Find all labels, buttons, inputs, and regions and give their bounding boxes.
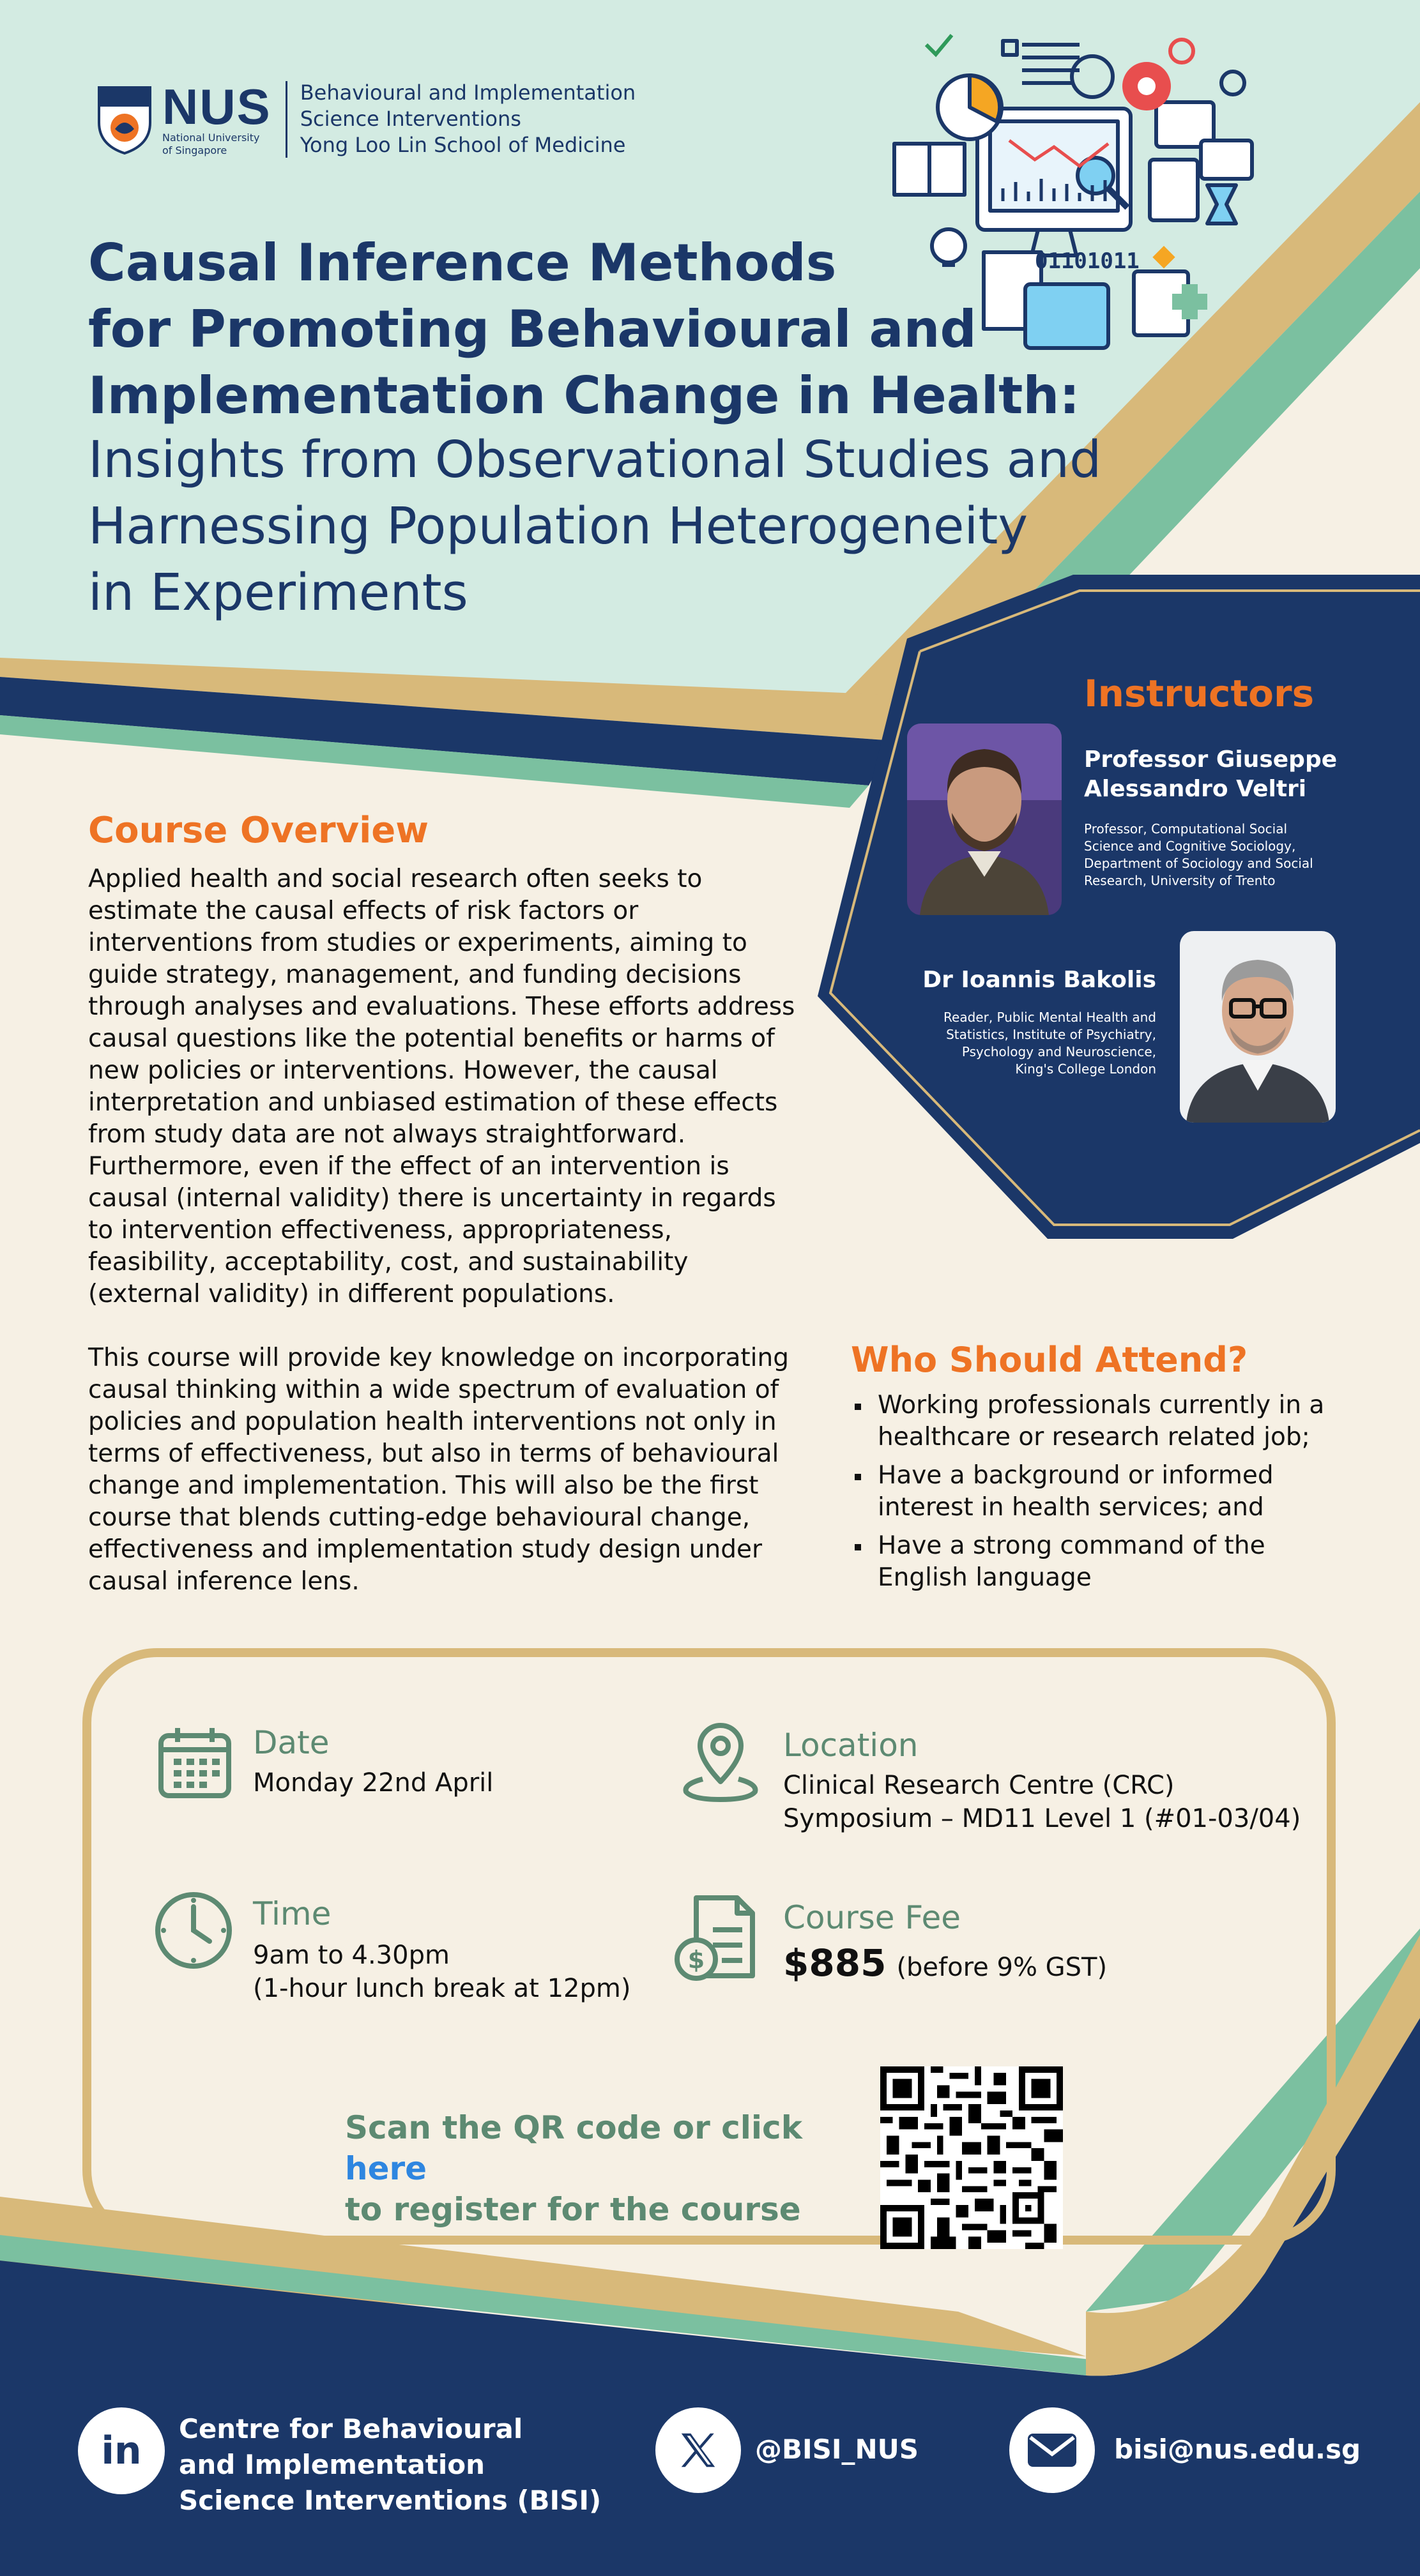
nus-subtext-1: National University [162,131,260,144]
calendar-icon [156,1723,234,1801]
invoice-fee-icon [671,1891,764,1985]
instructor-1-role-line-4: Research, University of Trento [1084,873,1276,888]
instructor-2-role-line-4: King's College London [1015,1061,1156,1077]
nus-crest-icon [96,84,153,155]
email-icon[interactable] [1009,2407,1095,2493]
time-value [253,1939,630,2005]
instructor-photo-veltri [907,724,1062,915]
subtitle-line-2: Harnessing Population Heterogeneity [88,497,1028,556]
nus-logo [96,80,636,158]
course-title [88,230,1174,429]
cta-text-2: to register for the course [345,2191,801,2228]
subtitle-line-3: in Experiments [88,563,468,622]
x-handle[interactable]: @BISI_NUS [755,2434,919,2465]
instructor-2-role-line-1: Reader, Public Mental Health and [943,1010,1156,1025]
instructors-heading: Instructors [1084,672,1315,715]
unit-line-2: Science Interventions [300,107,521,131]
envelope-icon [1025,2431,1079,2469]
attend-list [851,1390,1336,1600]
attend-heading: Who Should Attend? [851,1340,1248,1380]
instructor-role-bakolis [869,1009,1156,1078]
binary-text: 01101011 [1035,248,1140,274]
instructor-1-role-line-1: Professor, Computational Social [1084,821,1288,837]
cta-text-1: Scan the QR code or click [345,2109,802,2146]
instructor-1-name-line-2: Alessandro Veltri [1084,776,1307,802]
linkedin-line-2: and Implementation [179,2449,485,2480]
unit-line-1: Behavioural and Implementation [300,80,636,105]
title-line-2: for Promoting Behavioural and [88,299,977,359]
nus-wordmark: NUS [162,78,271,135]
linkedin-line-1: Centre for Behavioural [179,2413,523,2444]
instructor-2-role-line-3: Psychology and Neuroscience, [961,1044,1156,1059]
subtitle-line-1: Insights from Observational Studies and [88,430,1102,489]
course-subtitle [88,427,1174,626]
register-cta [345,2107,869,2230]
instructor-name-bakolis: Dr Ioannis Bakolis [922,967,1156,993]
title-line-1: Causal Inference Methods [88,233,837,292]
nus-subtext-2: of Singapore [162,144,227,156]
x-logo-icon [676,2428,721,2473]
instructor-1-role-line-2: Science and Cognitive Sociology, [1084,838,1296,854]
location-line-1: Clinical Research Centre (CRC) [783,1771,1175,1800]
instructor-1-role-line-3: Department of Sociology and Social [1084,856,1313,871]
title-line-3: Implementation Change in Health: [88,366,1080,425]
location-label: Location [783,1727,919,1764]
fee-note: (before 9% GST) [896,1953,1108,1982]
instructor-1-name-line-1: Professor Giuseppe [1084,746,1338,773]
fee-amount: $885 [783,1941,887,1985]
attend-item: Working professionals currently in a healthcare or research related job; [851,1390,1336,1453]
attend-item: Have a strong command of the English language [851,1530,1336,1594]
overview-body [88,863,804,1630]
overview-paragraph-1: Applied health and social research often seeks to estimate the causal effects of risk factors or interventions from studies or experiments, aiming to guide strategy, management, and funding decisions through analyses and evaluations. These efforts address causal questions like the potential benefits or harms of new policies or interventions. However, the causal interpretation and unbiased estimation of these effects from study data are not always straightforward. Furthermore, even if the effect of an intervention is causal (internal validity) there is uncertainty in regards to intervention effectiveness, appropriateness, feasibility, acceptability, cost, and sustainability (external validity) in different populations. [88,865,795,1308]
time-label: Time [253,1895,332,1932]
location-pin-icon [677,1718,764,1805]
location-value [783,1769,1301,1835]
unit-line-3: Yong Loo Lin School of Medicine [300,133,626,157]
attend-item: Have a background or informed interest in health services; and [851,1460,1336,1524]
unit-name [300,80,636,158]
instructor-role-veltri [1084,821,1352,890]
svg-text:$: $ [687,1946,705,1974]
linkedin-glyph: in [101,2428,142,2473]
linkedin-icon[interactable] [78,2407,165,2494]
date-label: Date [253,1724,330,1761]
overview-heading: Course Overview [88,810,429,851]
overview-paragraph-2: This course will provide key knowledge on incorporating causal thinking within a wide spectrum of evaluation of policies and population health interventions not only in terms of effectiveness, but also in terms of behavioural change and implementation. This will also be the first course that blends cutting-edge behavioural change, effectiveness and implementation study design under causal inference lens. [88,1344,789,1596]
instructor-name-veltri [1084,745,1391,804]
time-line-2: (1-hour lunch break at 12pm) [253,1974,631,2003]
register-link[interactable]: here [345,2150,427,2187]
email-address[interactable]: bisi@nus.edu.sg [1114,2434,1361,2465]
instructor-photo-bakolis [1180,931,1336,1123]
location-line-2: Symposium – MD11 Level 1 (#01-03/04) [783,1804,1301,1833]
linkedin-label[interactable] [179,2411,601,2519]
instructor-2-role-line-2: Statistics, Institute of Psychiatry, [946,1027,1156,1042]
date-value: Monday 22nd April [253,1768,494,1798]
fee-value [783,1941,1107,1985]
registration-qr-code[interactable] [880,2066,1063,2249]
time-line-1: 9am to 4.30pm [253,1941,450,1970]
linkedin-line-3: Science Interventions (BISI) [179,2485,602,2516]
x-twitter-icon[interactable] [655,2407,741,2493]
fee-label: Course Fee [783,1899,961,1936]
clock-icon [152,1889,235,1972]
logo-divider [286,81,287,158]
